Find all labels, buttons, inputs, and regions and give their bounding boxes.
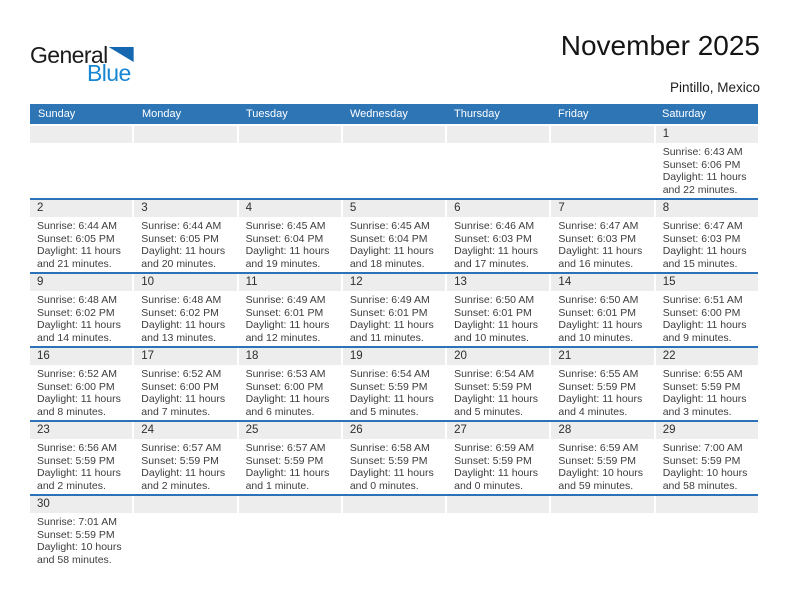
day-cell-22 [656,348,758,420]
day-detail-line: Sunset: 6:00 PM [245,380,324,393]
day-number: 5 [343,200,445,217]
day-detail-line: Sunrise: 6:49 AM [245,294,326,306]
day-details [447,217,549,271]
weekday-label-sunday: Sunday [38,108,76,120]
day-number: 28 [551,422,653,439]
day-details [239,365,341,419]
day-details [30,291,132,345]
day-detail-line: Sunset: 5:59 PM [662,380,741,393]
day-cell-7 [551,200,653,272]
day-detail-line: Sunrise: 6:48 AM [37,294,117,306]
day-number-empty [551,496,653,513]
day-number: 11 [239,274,341,291]
day-details [551,365,653,419]
day-cell-15 [656,274,758,346]
day-detail-line: and 11 minutes. [349,332,424,345]
day-detail-line: Sunset: 6:03 PM [558,232,637,245]
day-details [239,513,341,516]
empty-day-cell [343,496,445,568]
day-details [239,143,341,146]
day-number: 9 [30,274,132,291]
day-cell-24 [134,422,236,494]
empty-day-cell [239,126,341,198]
day-details [343,291,445,345]
day-detail-line: Sunrise: 6:50 AM [454,294,535,306]
day-cell-13 [447,274,549,346]
day-number-empty [656,496,758,513]
day-cell-6 [447,200,549,272]
day-detail-line: and 5 minutes. [349,406,419,419]
day-details [134,217,236,271]
day-detail-line: and 16 minutes. [558,258,634,271]
day-detail-line: Sunset: 6:06 PM [662,158,741,171]
weekday-label-friday: Friday [558,108,589,120]
week-row-2 [30,200,758,274]
day-detail-line: and 12 minutes. [245,332,321,345]
day-details [30,217,132,271]
day-detail-line: Daylight: 11 hours [141,245,226,258]
day-detail-line: Sunrise: 6:45 AM [349,220,430,232]
week-row-6 [30,496,758,568]
day-detail-line: and 2 minutes. [37,480,106,493]
day-number-empty [447,126,549,143]
day-details [343,513,445,516]
weekday-label-tuesday: Tuesday [246,108,288,120]
day-detail-line: Sunset: 5:59 PM [141,454,219,467]
day-number: 20 [447,348,549,365]
day-details [551,143,653,146]
day-cell-16 [30,348,132,420]
day-cell-27 [447,422,549,494]
day-number-empty [239,496,341,513]
day-detail-line: Daylight: 11 hours [558,245,643,258]
day-details [239,439,341,493]
weekday-header-row [30,104,758,124]
day-detail-line: Sunrise: 6:47 AM [558,220,639,232]
day-details [30,365,132,419]
day-number: 27 [447,422,549,439]
day-detail-line: Daylight: 11 hours [454,393,538,406]
day-detail-line: and 2 minutes. [141,480,211,493]
day-detail-line: and 1 minute. [245,480,310,493]
empty-day-cell [656,496,758,568]
day-detail-line: Daylight: 11 hours [141,319,226,332]
day-details [134,513,236,516]
weekday-label-saturday: Saturday [662,108,707,120]
day-detail-line: Sunrise: 6:59 AM [558,442,639,454]
day-cell-10 [134,274,236,346]
day-number: 15 [656,274,758,291]
week-row-4 [30,348,758,422]
day-detail-line: and 14 minutes. [37,332,112,345]
day-cell-18 [239,348,341,420]
day-detail-line: Sunset: 6:02 PM [37,306,115,319]
day-cell-11 [239,274,341,346]
day-details [551,291,653,345]
day-detail-line: Sunrise: 6:54 AM [349,368,430,380]
day-detail-line: and 15 minutes. [662,258,738,271]
day-details [239,217,341,271]
day-number: 10 [134,274,236,291]
calendar-grid [30,104,758,568]
day-detail-line: Sunrise: 6:45 AM [245,220,326,232]
logo-text-blue: Blue [87,60,131,86]
day-detail-line: Daylight: 11 hours [245,319,330,332]
day-details [551,513,653,516]
day-details [30,513,132,567]
day-detail-line: Sunset: 6:00 PM [37,380,115,393]
day-details [447,143,549,146]
day-detail-line: Sunset: 5:59 PM [662,454,741,467]
day-cell-14 [551,274,653,346]
empty-day-cell [239,496,341,568]
day-number: 3 [134,200,236,217]
day-cell-28 [551,422,653,494]
day-details [656,291,758,345]
day-details [447,291,549,345]
day-number: 14 [551,274,653,291]
day-detail-line: Daylight: 11 hours [245,393,330,406]
day-detail-line: Sunset: 5:59 PM [454,454,532,467]
empty-day-cell [134,496,236,568]
day-detail-line: Daylight: 11 hours [245,467,330,480]
day-detail-line: Sunrise: 6:52 AM [37,368,117,380]
day-number: 29 [656,422,758,439]
day-detail-line: and 0 minutes. [349,480,419,493]
day-number: 8 [656,200,758,217]
day-detail-line: Daylight: 11 hours [245,245,330,258]
day-detail-line: Sunset: 5:59 PM [558,380,637,393]
day-detail-line: Sunrise: 6:46 AM [454,220,535,232]
day-detail-line: Sunrise: 6:50 AM [558,294,639,306]
day-cell-1 [656,126,758,198]
day-detail-line: Daylight: 11 hours [141,393,226,406]
day-number: 1 [656,126,758,143]
day-number: 2 [30,200,132,217]
day-number-empty [134,126,236,143]
day-detail-line: and 10 minutes. [558,332,634,345]
day-number-empty [30,126,132,143]
day-details [134,439,236,493]
day-detail-line: and 8 minutes. [37,406,106,419]
day-detail-line: Sunrise: 6:59 AM [454,442,535,454]
day-cell-17 [134,348,236,420]
day-detail-line: Sunrise: 7:01 AM [37,516,117,528]
day-detail-line: Daylight: 10 hours [37,541,122,554]
day-details [30,143,132,146]
day-detail-line: Sunset: 6:05 PM [141,232,219,245]
day-details [447,439,549,493]
day-detail-line: Sunset: 6:00 PM [141,380,219,393]
day-number-empty [343,496,445,513]
day-detail-line: Sunset: 6:04 PM [245,232,324,245]
day-detail-line: and 4 minutes. [558,406,628,419]
day-cell-21 [551,348,653,420]
day-detail-line: Sunset: 5:59 PM [349,380,428,393]
day-detail-line: Sunset: 5:59 PM [454,380,532,393]
empty-day-cell [134,126,236,198]
day-detail-line: Daylight: 11 hours [662,171,747,184]
day-detail-line: and 6 minutes. [245,406,315,419]
weekday-label-monday: Monday [142,108,182,120]
day-details [656,513,758,516]
day-cell-26 [343,422,445,494]
day-detail-line: Daylight: 11 hours [349,319,434,332]
day-detail-line: Sunset: 6:01 PM [454,306,532,319]
day-detail-line: Sunrise: 6:43 AM [662,146,743,158]
day-detail-line: Sunrise: 6:48 AM [141,294,222,306]
day-detail-line: Daylight: 11 hours [454,245,538,258]
day-number: 12 [343,274,445,291]
day-details [134,143,236,146]
day-number: 4 [239,200,341,217]
day-detail-line: Sunset: 6:01 PM [245,306,324,319]
day-detail-line: and 3 minutes. [662,406,732,419]
day-details [134,365,236,419]
day-detail-line: Sunrise: 6:44 AM [37,220,117,232]
day-number: 24 [134,422,236,439]
day-detail-line: and 58 minutes. [37,554,112,567]
day-detail-line: Daylight: 11 hours [37,319,121,332]
day-detail-line: Sunset: 6:01 PM [349,306,428,319]
day-detail-line: Sunset: 6:01 PM [558,306,637,319]
day-number: 13 [447,274,549,291]
day-detail-line: Sunrise: 6:49 AM [349,294,430,306]
day-detail-line: Sunrise: 6:44 AM [141,220,222,232]
day-details [134,291,236,345]
day-details [447,513,549,516]
day-detail-line: Sunset: 5:59 PM [558,454,637,467]
day-number: 26 [343,422,445,439]
month-title: November 2025 [560,30,760,61]
day-detail-line: and 22 minutes. [662,184,738,197]
day-detail-line: Sunset: 6:02 PM [141,306,219,319]
day-detail-line: Sunrise: 6:51 AM [662,294,743,306]
day-cell-19 [343,348,445,420]
day-detail-line: and 20 minutes. [141,258,216,271]
empty-day-cell [343,126,445,198]
day-cell-9 [30,274,132,346]
day-number-empty [447,496,549,513]
day-number: 18 [239,348,341,365]
day-number-empty [551,126,653,143]
location-subtitle: Pintillo, Mexico [669,80,760,95]
day-number: 23 [30,422,132,439]
day-cell-4 [239,200,341,272]
day-detail-line: Daylight: 11 hours [37,393,121,406]
day-details [343,365,445,419]
week-row-5 [30,422,758,496]
day-detail-line: Sunset: 6:00 PM [662,306,741,319]
day-details [551,217,653,271]
day-detail-line: and 21 minutes. [37,258,112,271]
day-number-empty [239,126,341,143]
day-number: 30 [30,496,132,513]
day-cell-12 [343,274,445,346]
day-detail-line: Daylight: 11 hours [454,319,538,332]
day-detail-line: Sunset: 5:59 PM [37,454,115,467]
day-cell-25 [239,422,341,494]
day-detail-line: Daylight: 11 hours [558,319,643,332]
day-detail-line: Daylight: 11 hours [37,467,121,480]
day-details [343,439,445,493]
general-blue-logo [30,44,134,85]
day-detail-line: Sunrise: 6:55 AM [558,368,639,380]
weeks-container [30,126,758,568]
day-number: 16 [30,348,132,365]
day-number: 25 [239,422,341,439]
day-detail-line: Sunset: 6:03 PM [454,232,532,245]
day-cell-29 [656,422,758,494]
empty-day-cell [551,126,653,198]
week-row-3 [30,274,758,348]
day-detail-line: Daylight: 11 hours [558,393,643,406]
day-cell-8 [656,200,758,272]
day-detail-line: Daylight: 10 hours [662,467,748,480]
day-details [447,365,549,419]
day-detail-line: Daylight: 11 hours [37,245,121,258]
day-cell-30 [30,496,132,568]
day-details [551,439,653,493]
day-cell-3 [134,200,236,272]
day-number-empty [343,126,445,143]
day-number: 21 [551,348,653,365]
day-details [343,143,445,146]
day-detail-line: and 7 minutes. [141,406,211,419]
day-detail-line: Sunrise: 6:54 AM [454,368,535,380]
day-cell-20 [447,348,549,420]
day-detail-line: Sunrise: 6:55 AM [662,368,743,380]
day-number: 6 [447,200,549,217]
day-detail-line: and 10 minutes. [454,332,529,345]
day-detail-line: Sunrise: 6:56 AM [37,442,117,454]
weekday-label-wednesday: Wednesday [350,108,408,120]
day-cell-23 [30,422,132,494]
empty-day-cell [30,126,132,198]
day-detail-line: Sunset: 6:03 PM [662,232,741,245]
day-detail-line: and 9 minutes. [662,332,732,345]
day-detail-line: Sunset: 5:59 PM [349,454,428,467]
day-number: 17 [134,348,236,365]
day-detail-line: Daylight: 11 hours [349,245,434,258]
day-detail-line: and 19 minutes. [245,258,321,271]
weekday-label-thursday: Thursday [454,108,500,120]
day-detail-line: Daylight: 11 hours [662,319,747,332]
day-detail-line: Sunset: 6:05 PM [37,232,115,245]
day-detail-line: Sunrise: 6:52 AM [141,368,222,380]
day-detail-line: and 18 minutes. [349,258,425,271]
day-number: 7 [551,200,653,217]
day-details [656,439,758,493]
empty-day-cell [447,126,549,198]
day-detail-line: and 0 minutes. [454,480,524,493]
day-details [656,365,758,419]
day-detail-line: Sunrise: 6:57 AM [245,442,326,454]
day-cell-5 [343,200,445,272]
day-detail-line: and 5 minutes. [454,406,524,419]
day-detail-line: Sunset: 5:59 PM [37,528,115,541]
day-details [656,217,758,271]
day-detail-line: Sunset: 5:59 PM [245,454,324,467]
day-details [343,217,445,271]
day-number: 22 [656,348,758,365]
empty-day-cell [447,496,549,568]
day-detail-line: Sunrise: 7:00 AM [662,442,743,454]
day-detail-line: Sunrise: 6:53 AM [245,368,326,380]
day-detail-line: and 17 minutes. [454,258,529,271]
day-detail-line: and 59 minutes. [558,480,634,493]
day-detail-line: Daylight: 11 hours [349,393,434,406]
day-detail-line: and 13 minutes. [141,332,216,345]
day-detail-line: Daylight: 11 hours [141,467,226,480]
day-details [239,291,341,345]
day-details [656,143,758,197]
day-detail-line: Sunrise: 6:57 AM [141,442,222,454]
empty-day-cell [551,496,653,568]
day-details [30,439,132,493]
day-detail-line: Daylight: 11 hours [349,467,434,480]
day-detail-line: Sunrise: 6:47 AM [662,220,743,232]
day-detail-line: Daylight: 10 hours [558,467,644,480]
day-detail-line: Daylight: 11 hours [662,245,747,258]
day-detail-line: Sunrise: 6:58 AM [349,442,430,454]
day-number: 19 [343,348,445,365]
day-detail-line: Sunset: 6:04 PM [349,232,428,245]
week-row-1 [30,126,758,200]
day-detail-line: Daylight: 11 hours [662,393,747,406]
day-cell-2 [30,200,132,272]
logo-text-general: General [30,42,108,68]
day-detail-line: and 58 minutes. [662,480,738,493]
day-detail-line: Daylight: 11 hours [454,467,538,480]
day-number-empty [134,496,236,513]
